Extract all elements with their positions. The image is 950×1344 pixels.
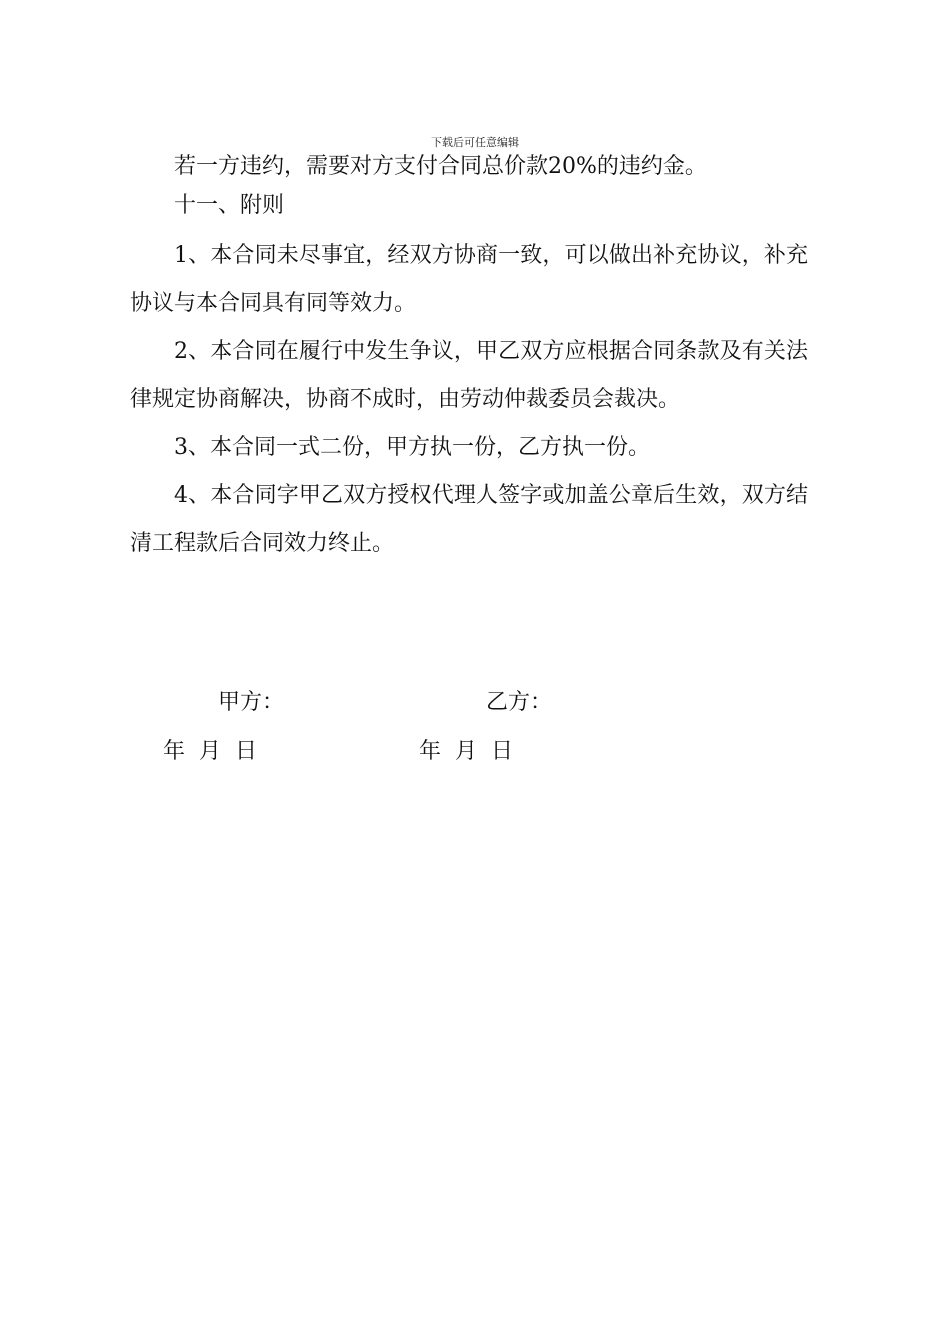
clause-3-paragraph: 3、本合同一式二份，甲方执一份，乙方执一份。 (174, 435, 650, 460)
clause-1-paragraph: 1、本合同未尽事宜，经双方协商一致，可以做出补充协议，补充协议与本合同具有同等效力。 (130, 243, 808, 316)
party-b-date: 年 月 日 (419, 739, 513, 764)
penalty-clause-paragraph: 若一方违约，需要对方支付合同总价款20%的违约金。 (174, 154, 707, 179)
page-header-note: 下载后可任意编辑 (431, 136, 519, 149)
clause-2-paragraph: 2、本合同在履行中发生争议，甲乙双方应根据合同条款及有关法律规定协商解决，协商不成时，由劳动仲裁委员会裁决。 (130, 339, 808, 412)
party-b-label: 乙方： (486, 690, 553, 715)
clause-4-paragraph: 4、本合同字甲乙双方授权代理人签字或加盖公章后生效，双方结清工程款后合同效力终止。 (130, 483, 808, 556)
section-heading-appendix: 十一、附则 (174, 193, 285, 218)
party-a-label: 甲方： (218, 690, 285, 715)
party-a-date: 年 月 日 (163, 739, 257, 764)
contract-body (130, 148, 808, 568)
